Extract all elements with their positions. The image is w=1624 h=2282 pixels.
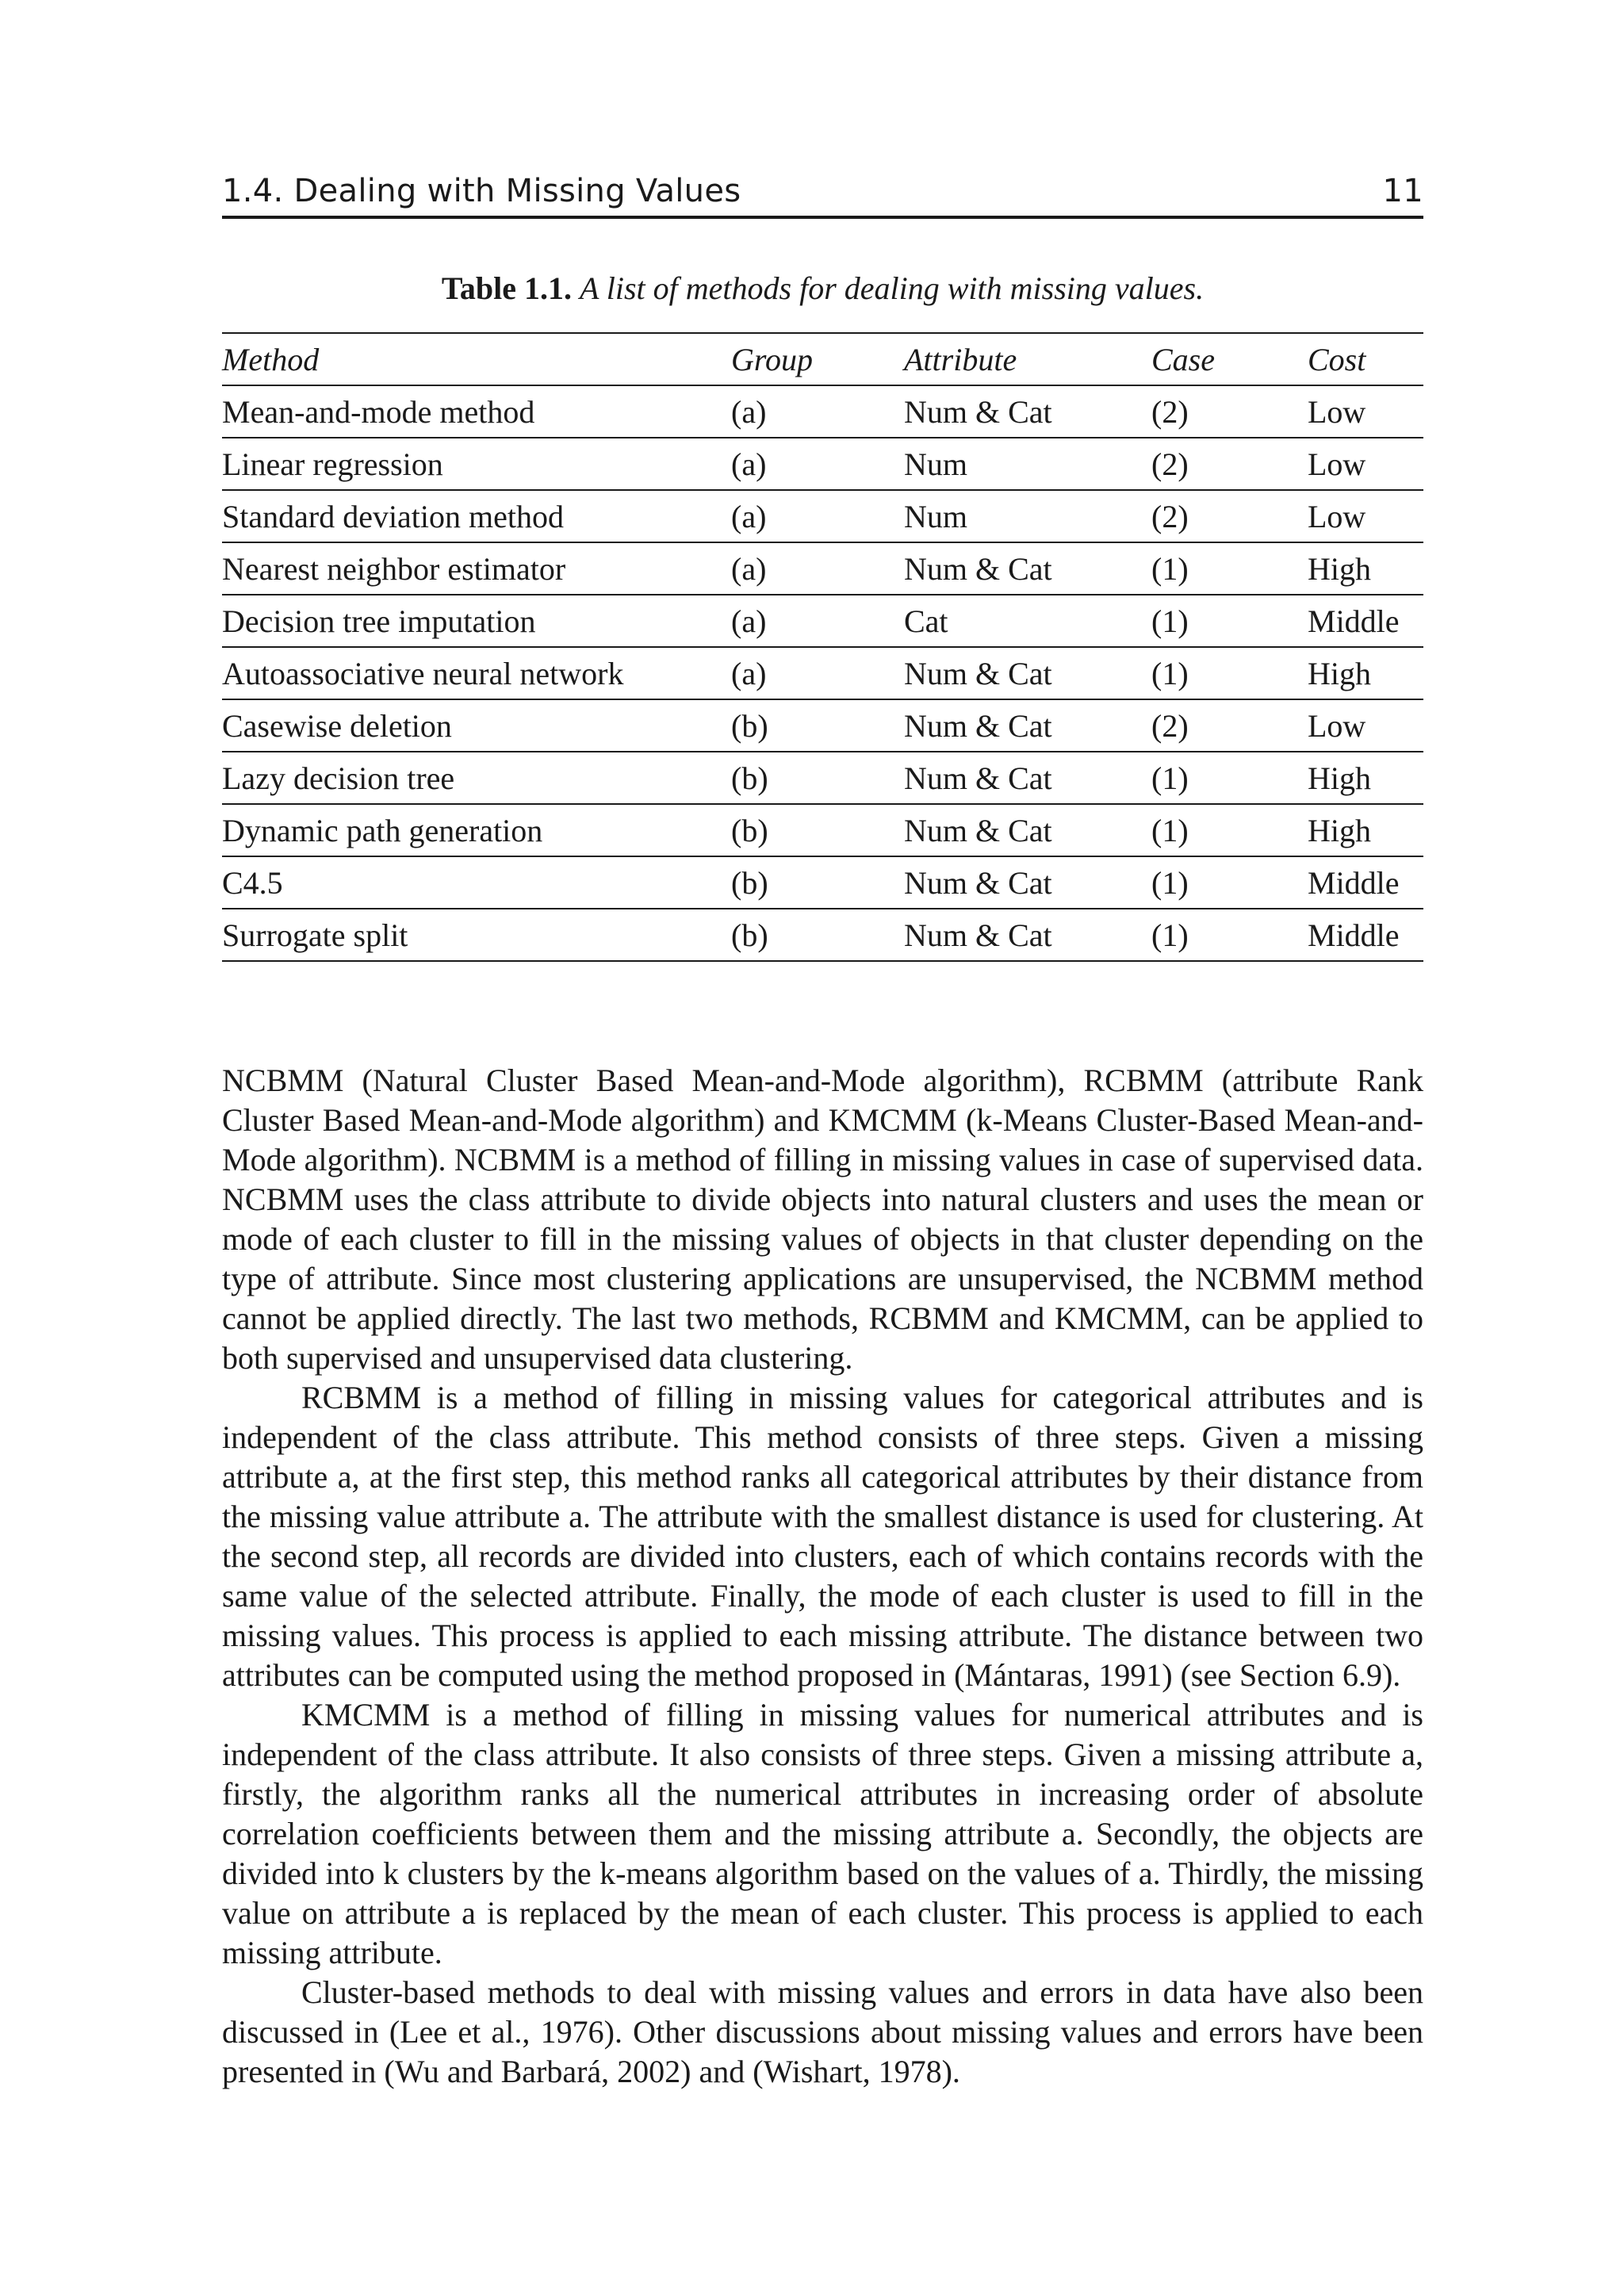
table-row	[222, 438, 1423, 490]
table-caption-label: Table 1.1.	[441, 270, 573, 306]
cell-group: (b)	[731, 909, 904, 961]
cell-method: Surrogate split	[222, 909, 731, 961]
paragraph-rcbmm: RCBMM is a method of filling in missing values for categorical attributes and is independent of the class attribute. This method consists of three steps. Given a missing attribute a, at the first step, this method ranks all categorical attributes by their distance from the missing value attribute a. The attribute with the smallest distance is used for clustering. At the second step, all records are divided into clusters, each of which contains records with the same value of the selected attribute. Finally, the mode of each cluster is used to fill in the missing values. This process is applied to each missing attribute. The distance between two attributes can be computed using the method proposed in (Mántaras, 1991) (see Section 6.9).	[222, 1380, 1423, 1693]
table-row	[222, 490, 1423, 542]
cell-attribute: Num & Cat	[904, 385, 1151, 438]
table-row	[222, 385, 1423, 438]
paragraph-cluster-methods: Cluster-based methods to deal with missing values and errors in data have also been discussed in (Lee et al., 1976). Other discussions about missing values and errors have been presented in (Wu and Barbará, 2002) and (Wishart, 1978).	[222, 1974, 1423, 2089]
cell-cost: High	[1308, 542, 1423, 595]
column-header-attribute: Attribute	[904, 333, 1151, 385]
body-text	[222, 1061, 1423, 2092]
table-caption	[222, 270, 1423, 307]
page-number: 11	[1382, 173, 1423, 209]
section-title: 1.4. Dealing with Missing Values	[222, 173, 741, 209]
cell-attribute: Num & Cat	[904, 752, 1151, 804]
cell-group: (a)	[731, 647, 904, 699]
cell-cost: High	[1308, 647, 1423, 699]
cell-cost: Middle	[1308, 595, 1423, 647]
cell-method: Linear regression	[222, 438, 731, 490]
cell-cost: High	[1308, 752, 1423, 804]
table-row	[222, 909, 1423, 961]
cell-method: Lazy decision tree	[222, 752, 731, 804]
cell-attribute: Num & Cat	[904, 699, 1151, 752]
table-row	[222, 804, 1423, 856]
cell-method: Mean-and-mode method	[222, 385, 731, 438]
column-header-case: Case	[1151, 333, 1308, 385]
column-header-cost: Cost	[1308, 333, 1423, 385]
table-row	[222, 542, 1423, 595]
cell-attribute: Num & Cat	[904, 856, 1151, 909]
cell-case: (1)	[1151, 856, 1308, 909]
cell-method: Nearest neighbor estimator	[222, 542, 731, 595]
cell-group: (a)	[731, 438, 904, 490]
book-page	[222, 173, 1423, 2092]
column-header-method: Method	[222, 333, 731, 385]
cell-group: (a)	[731, 595, 904, 647]
cell-case: (1)	[1151, 804, 1308, 856]
cell-method: C4.5	[222, 856, 731, 909]
cell-case: (1)	[1151, 909, 1308, 961]
cell-case: (1)	[1151, 542, 1308, 595]
cell-method: Autoassociative neural network	[222, 647, 731, 699]
cell-cost: High	[1308, 804, 1423, 856]
cell-attribute: Num	[904, 490, 1151, 542]
cell-group: (b)	[731, 804, 904, 856]
table-row	[222, 647, 1423, 699]
cell-cost: Middle	[1308, 856, 1423, 909]
cell-method: Dynamic path generation	[222, 804, 731, 856]
cell-method: Casewise deletion	[222, 699, 731, 752]
table-row	[222, 699, 1423, 752]
cell-group: (a)	[731, 385, 904, 438]
cell-case: (2)	[1151, 438, 1308, 490]
cell-cost: Low	[1308, 438, 1423, 490]
cell-group: (b)	[731, 752, 904, 804]
cell-method: Decision tree imputation	[222, 595, 731, 647]
cell-cost: Middle	[1308, 909, 1423, 961]
column-header-group: Group	[731, 333, 904, 385]
running-head	[222, 173, 1423, 219]
table-caption-text: A list of methods for dealing with missing values.	[580, 270, 1205, 306]
cell-case: (2)	[1151, 490, 1308, 542]
table-row	[222, 595, 1423, 647]
methods-table	[222, 332, 1423, 962]
cell-attribute: Cat	[904, 595, 1151, 647]
table-header-row	[222, 333, 1423, 385]
cell-cost: Low	[1308, 490, 1423, 542]
cell-group: (b)	[731, 699, 904, 752]
cell-case: (1)	[1151, 595, 1308, 647]
cell-case: (2)	[1151, 385, 1308, 438]
cell-cost: Low	[1308, 385, 1423, 438]
paragraph-ncbmm: NCBMM (Natural Cluster Based Mean-and-Mode algorithm), RCBMM (attribute Rank Cluster Based Mean-and-Mode algorithm) and KMCMM (k-Means Cluster-Based Mean-and-Mode algorithm). NCBMM is a method of filling in missing values in case of supervised data. NCBMM uses the class attribute to divide objects into natural clusters and uses the mean or mode of each cluster to fill in the missing values of objects in that cluster depending on the type of attribute. Since most clustering applications are unsupervised, the NCBMM method cannot be applied directly. The last two methods, RCBMM and KMCMM, can be applied to both supervised and unsupervised data clustering.	[222, 1063, 1423, 1376]
cell-attribute: Num	[904, 438, 1151, 490]
table-row	[222, 856, 1423, 909]
cell-case: (1)	[1151, 647, 1308, 699]
cell-attribute: Num & Cat	[904, 909, 1151, 961]
cell-attribute: Num & Cat	[904, 647, 1151, 699]
cell-method: Standard deviation method	[222, 490, 731, 542]
cell-attribute: Num & Cat	[904, 542, 1151, 595]
table-row	[222, 752, 1423, 804]
cell-group: (b)	[731, 856, 904, 909]
cell-case: (1)	[1151, 752, 1308, 804]
cell-cost: Low	[1308, 699, 1423, 752]
cell-group: (a)	[731, 490, 904, 542]
cell-case: (2)	[1151, 699, 1308, 752]
cell-group: (a)	[731, 542, 904, 595]
cell-attribute: Num & Cat	[904, 804, 1151, 856]
paragraph-kmcmm: KMCMM is a method of filling in missing values for numerical attributes and is independent of the class attribute. It also consists of three steps. Given a missing attribute a, firstly, the algorithm ranks all the numerical attributes in increasing order of absolute correlation coefficients between them and the missing attribute a. Secondly, the objects are divided into k clusters by the k-means algorithm based on the values of a. Thirdly, the missing value on attribute a is replaced by the mean of each cluster. This process is applied to each missing attribute.	[222, 1697, 1423, 1970]
